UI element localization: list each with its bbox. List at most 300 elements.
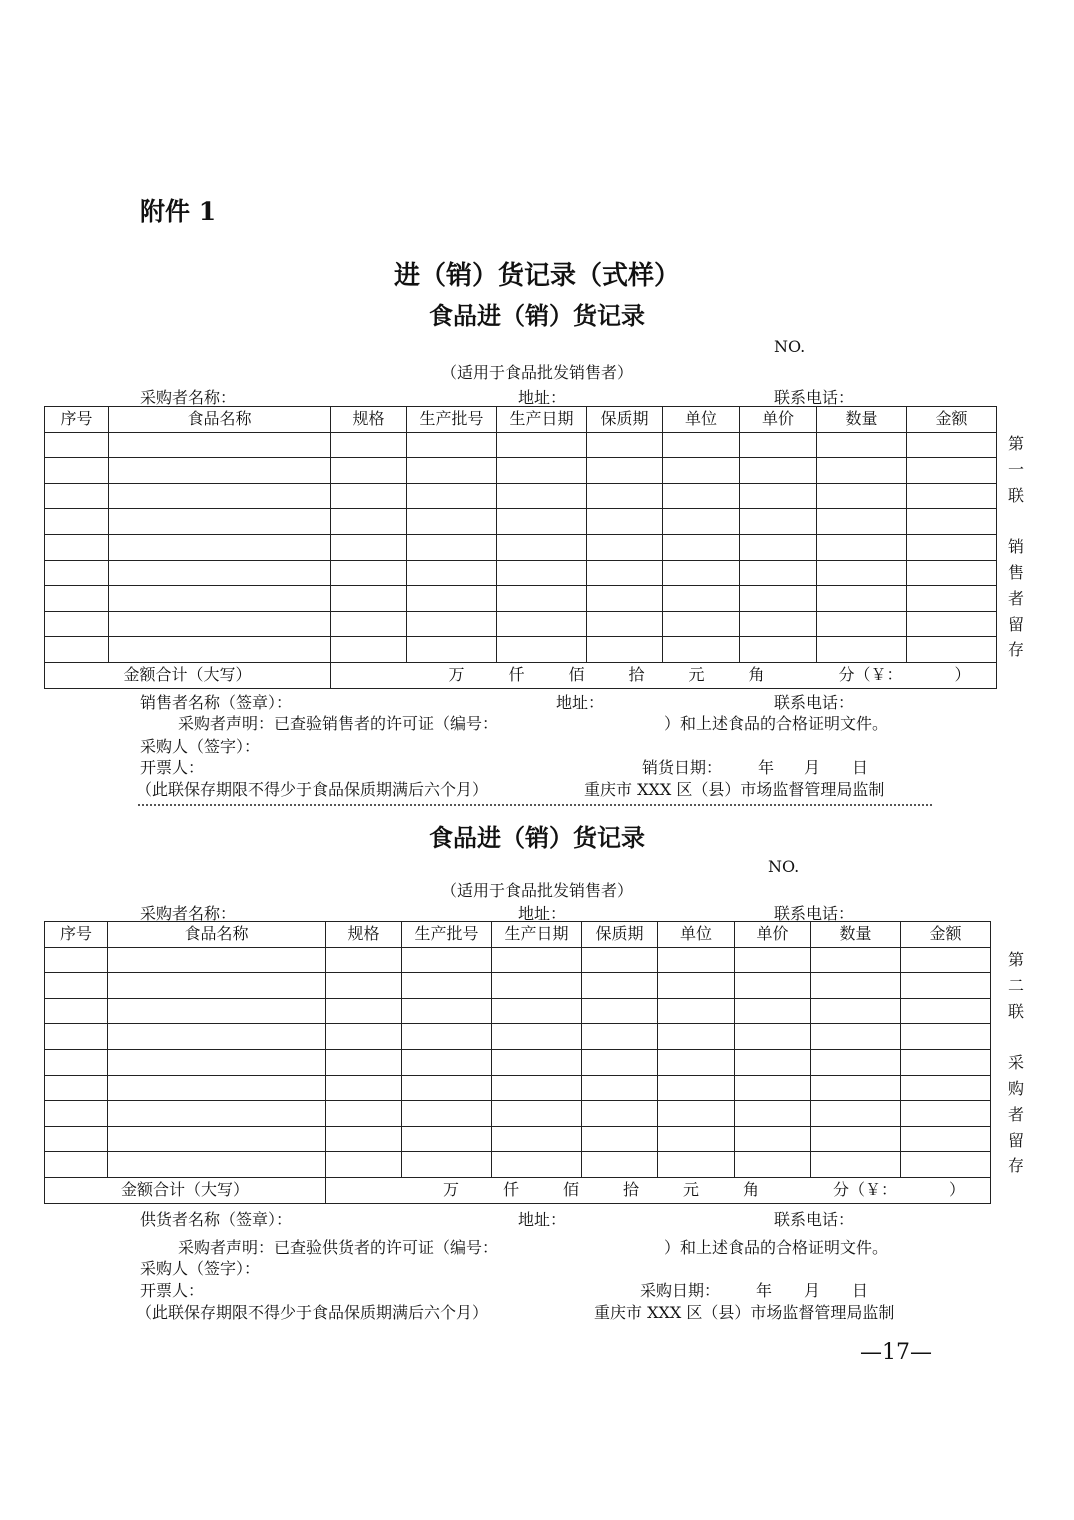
table-cell[interactable] (907, 611, 997, 637)
table-cell[interactable] (658, 947, 735, 973)
table-cell[interactable] (407, 637, 497, 663)
table-cell[interactable] (907, 432, 997, 458)
side-char: 留 (1007, 1130, 1024, 1150)
table-cell[interactable] (45, 483, 109, 509)
side-char: 存 (1007, 640, 1024, 660)
table-cell[interactable] (45, 611, 109, 637)
form-2-buyer-name: 采购者名称： (140, 904, 237, 923)
form-1-side-label (1004, 431, 1028, 663)
table-cell[interactable] (740, 560, 817, 586)
form-2-supervision: 重庆市 XXX 区（县）市场监督管理局监制 (594, 1303, 895, 1322)
table-cell[interactable] (492, 998, 582, 1024)
form-2-date-label: 采购日期： (640, 1281, 721, 1300)
side-char: 第 (1007, 950, 1024, 969)
table-cell[interactable] (735, 947, 811, 973)
table-cell[interactable] (497, 586, 587, 612)
total-unit: 角 (748, 665, 765, 685)
table-row (45, 509, 997, 535)
tear-line (138, 804, 932, 806)
table-cell[interactable] (740, 432, 817, 458)
header-row (45, 922, 991, 948)
form-2-scope: （适用于食品批发销售者） (440, 881, 633, 900)
side-char: 留 (1007, 614, 1024, 634)
table-cell[interactable] (45, 1024, 108, 1050)
table-row (45, 1101, 991, 1127)
form-1-date-month: 月 (804, 758, 821, 777)
column-header: 数量 (817, 407, 907, 433)
side-char: 售 (1007, 562, 1024, 582)
table-cell[interactable] (109, 509, 331, 535)
table-cell[interactable] (587, 560, 663, 586)
form-1-buyer-name: 采购者名称： (140, 388, 237, 407)
table-cell[interactable] (658, 973, 735, 999)
form-1-issuer: 开票人： (140, 758, 205, 777)
table-cell[interactable] (331, 483, 407, 509)
form-2-side-label (1004, 947, 1028, 1179)
table-cell[interactable] (817, 483, 907, 509)
table-cell[interactable] (108, 1024, 326, 1050)
table-cell[interactable] (492, 947, 582, 973)
column-header: 单价 (735, 922, 811, 948)
form-1-phone: 联系电话： (774, 388, 855, 407)
table-cell[interactable] (331, 637, 407, 663)
total-close: ） (948, 1180, 965, 1200)
table-cell[interactable] (735, 1101, 811, 1127)
table-cell[interactable] (817, 611, 907, 637)
table-row (45, 1024, 991, 1050)
table-cell[interactable] (109, 483, 331, 509)
side-char: 联 (1007, 485, 1024, 505)
column-header: 序号 (45, 922, 108, 948)
table-cell[interactable] (108, 1075, 326, 1101)
table-cell[interactable] (582, 1152, 658, 1178)
column-header: 生产批号 (407, 407, 497, 433)
table-cell[interactable] (740, 534, 817, 560)
table-row (45, 483, 997, 509)
form-2-issuer: 开票人： (140, 1281, 205, 1300)
table-cell[interactable] (735, 973, 811, 999)
form-1-party-name: 销售者名称（签章）： (140, 693, 293, 712)
table-cell[interactable] (326, 1049, 402, 1075)
total-unit: 拾 (628, 665, 645, 685)
form-2-party-phone: 联系电话： (774, 1210, 855, 1229)
table-cell[interactable] (587, 586, 663, 612)
table-cell[interactable] (901, 1152, 991, 1178)
table-cell[interactable] (492, 1101, 582, 1127)
table-cell[interactable] (811, 973, 901, 999)
table-cell[interactable] (331, 586, 407, 612)
table-cell[interactable] (331, 560, 407, 586)
side-char (1004, 508, 1028, 534)
table-cell[interactable] (109, 534, 331, 560)
table-cell[interactable] (658, 998, 735, 1024)
form-2-table (44, 921, 991, 1204)
form-2-party-name: 供货者名称（签章）： (140, 1210, 293, 1229)
table-cell[interactable] (45, 586, 109, 612)
table-cell[interactable] (663, 534, 740, 560)
table-cell[interactable] (663, 483, 740, 509)
table-row (45, 1049, 991, 1075)
table-cell[interactable] (492, 1075, 582, 1101)
table-cell[interactable] (497, 560, 587, 586)
table-cell[interactable] (740, 483, 817, 509)
table-cell[interactable] (658, 1075, 735, 1101)
table-cell[interactable] (901, 947, 991, 973)
table-cell[interactable] (582, 998, 658, 1024)
table-cell[interactable] (735, 1024, 811, 1050)
form-1-no: NO. (774, 337, 806, 356)
table-cell[interactable] (817, 509, 907, 535)
table-cell[interactable] (492, 1126, 582, 1152)
table-cell[interactable] (45, 432, 109, 458)
table-row (45, 432, 997, 458)
table-cell[interactable] (811, 1024, 901, 1050)
table-cell[interactable] (45, 1126, 108, 1152)
table-cell[interactable] (45, 458, 109, 484)
attachment-label: 附件 1 (140, 197, 217, 226)
table-cell[interactable] (907, 509, 997, 535)
form-1-address: 地址： (518, 388, 567, 407)
table-cell[interactable] (811, 947, 901, 973)
form-1-date-year: 年 (758, 758, 775, 777)
table-cell[interactable] (582, 1126, 658, 1152)
table-cell[interactable] (817, 586, 907, 612)
table-cell[interactable] (740, 586, 817, 612)
table-cell[interactable] (407, 432, 497, 458)
form-2-no: NO. (768, 857, 800, 876)
form-1-party-address: 地址： (556, 693, 605, 712)
table-cell[interactable] (45, 1101, 108, 1127)
form-1-date-label: 销货日期： (642, 758, 723, 777)
table-cell[interactable] (326, 1075, 402, 1101)
table-cell[interactable] (658, 1049, 735, 1075)
table-cell[interactable] (907, 637, 997, 663)
table-cell[interactable] (402, 947, 492, 973)
table-cell[interactable] (740, 458, 817, 484)
table-cell[interactable] (402, 1049, 492, 1075)
column-header: 保质期 (587, 407, 663, 433)
table-cell[interactable] (735, 1075, 811, 1101)
table-cell[interactable] (109, 637, 331, 663)
form-2-retention: （此联保存期限不得少于食品保质期满后六个月） (136, 1303, 489, 1322)
total-unit: 万 (442, 1180, 459, 1200)
table-cell[interactable] (492, 1049, 582, 1075)
column-header: 单位 (663, 407, 740, 433)
table-cell[interactable] (497, 637, 587, 663)
table-row (45, 998, 991, 1024)
form-2-purchaser: 采购人（签字）： (140, 1259, 261, 1278)
table-cell[interactable] (45, 998, 108, 1024)
table-cell[interactable] (326, 1126, 402, 1152)
column-header: 单价 (740, 407, 817, 433)
table-cell[interactable] (109, 611, 331, 637)
table-cell[interactable] (811, 1049, 901, 1075)
document-title: 进（销）货记录（式样） (393, 261, 680, 291)
side-char: 采 (1007, 1053, 1024, 1073)
table-cell[interactable] (663, 560, 740, 586)
table-cell[interactable] (817, 458, 907, 484)
table-cell[interactable] (901, 1075, 991, 1101)
table-cell[interactable] (492, 1152, 582, 1178)
table-cell[interactable] (735, 1049, 811, 1075)
form-2-address: 地址： (518, 904, 567, 923)
table-cell[interactable] (492, 1024, 582, 1050)
table-cell[interactable] (407, 586, 497, 612)
table-cell[interactable] (108, 1126, 326, 1152)
table-cell[interactable] (45, 560, 109, 586)
table-cell[interactable] (109, 458, 331, 484)
table-cell[interactable] (326, 998, 402, 1024)
table-row (45, 973, 991, 999)
form-2-party-address: 地址： (518, 1210, 567, 1229)
total-row (45, 1177, 991, 1203)
table-cell[interactable] (331, 534, 407, 560)
side-char: 者 (1007, 1104, 1024, 1124)
table-cell[interactable] (735, 1126, 811, 1152)
form-1-title: 食品进（销）货记录 (429, 301, 645, 330)
table-cell[interactable] (901, 1024, 991, 1050)
table-cell[interactable] (811, 1075, 901, 1101)
table-row (45, 1126, 991, 1152)
table-cell[interactable] (109, 432, 331, 458)
total-unit: 拾 (622, 1180, 639, 1200)
total-yuan-label: 分（￥： (832, 1180, 897, 1200)
column-header: 规格 (331, 407, 407, 433)
table-cell[interactable] (582, 973, 658, 999)
table-cell[interactable] (402, 1101, 492, 1127)
table-cell[interactable] (663, 611, 740, 637)
table-cell[interactable] (582, 1049, 658, 1075)
table-cell[interactable] (108, 973, 326, 999)
table-cell[interactable] (907, 534, 997, 560)
table-row (45, 586, 997, 612)
total-unit: 万 (448, 665, 465, 685)
table-cell[interactable] (587, 509, 663, 535)
total-unit: 佰 (562, 1180, 579, 1200)
column-header: 单位 (658, 922, 735, 948)
form-1-party-phone: 联系电话： (774, 693, 855, 712)
table-cell[interactable] (582, 1101, 658, 1127)
side-char: 购 (1007, 1078, 1024, 1098)
table-cell[interactable] (582, 1075, 658, 1101)
table-row (45, 611, 997, 637)
table-cell[interactable] (109, 586, 331, 612)
side-char: 第 (1007, 434, 1024, 453)
table-cell[interactable] (663, 637, 740, 663)
table-cell[interactable] (901, 998, 991, 1024)
table-cell[interactable] (901, 1049, 991, 1075)
total-unit: 元 (682, 1180, 699, 1200)
column-header: 数量 (811, 922, 901, 948)
total-unit: 元 (688, 665, 705, 685)
table-cell[interactable] (817, 432, 907, 458)
form-1-table (44, 406, 997, 689)
table-cell[interactable] (326, 973, 402, 999)
table-cell[interactable] (45, 973, 108, 999)
table-cell[interactable] (497, 483, 587, 509)
table-cell[interactable] (587, 534, 663, 560)
total-amount[interactable] (331, 662, 997, 688)
column-header: 生产日期 (497, 407, 587, 433)
form-2-phone: 联系电话： (774, 904, 855, 923)
table-cell[interactable] (407, 509, 497, 535)
table-cell[interactable] (811, 1152, 901, 1178)
table-cell[interactable] (331, 509, 407, 535)
table-cell[interactable] (407, 458, 497, 484)
table-cell[interactable] (817, 534, 907, 560)
table-cell[interactable] (402, 973, 492, 999)
table-cell[interactable] (45, 1049, 108, 1075)
table-cell[interactable] (45, 509, 109, 535)
table-cell[interactable] (326, 1101, 402, 1127)
table-cell[interactable] (45, 947, 108, 973)
header-row (45, 407, 997, 433)
total-yuan-label: 分（￥： (838, 665, 903, 685)
form-2-date-year: 年 (756, 1281, 773, 1300)
form-1-date-day: 日 (852, 758, 869, 777)
table-cell[interactable] (901, 973, 991, 999)
column-header: 食品名称 (108, 922, 326, 948)
table-cell[interactable] (326, 1152, 402, 1178)
table-cell[interactable] (407, 483, 497, 509)
table-cell[interactable] (497, 458, 587, 484)
total-unit: 仟 (508, 665, 525, 685)
table-cell[interactable] (587, 483, 663, 509)
table-cell[interactable] (740, 611, 817, 637)
table-cell[interactable] (497, 611, 587, 637)
table-cell[interactable] (582, 1024, 658, 1050)
table-cell[interactable] (497, 432, 587, 458)
table-cell[interactable] (658, 1024, 735, 1050)
table-cell[interactable] (108, 1152, 326, 1178)
form-2-date-day: 日 (852, 1281, 869, 1300)
table-cell[interactable] (658, 1101, 735, 1127)
table-cell[interactable] (663, 586, 740, 612)
form-2-declaration-end: ）和上述食品的合格证明文件。 (664, 1238, 889, 1257)
form-1-declaration-end: ）和上述食品的合格证明文件。 (664, 714, 889, 733)
table-cell[interactable] (740, 509, 817, 535)
table-cell[interactable] (811, 998, 901, 1024)
table-cell[interactable] (331, 458, 407, 484)
table-cell[interactable] (735, 1152, 811, 1178)
table-cell[interactable] (663, 432, 740, 458)
table-cell[interactable] (407, 534, 497, 560)
table-cell[interactable] (108, 998, 326, 1024)
table-cell[interactable] (582, 947, 658, 973)
table-cell[interactable] (407, 560, 497, 586)
table-cell[interactable] (497, 509, 587, 535)
table-cell[interactable] (901, 1126, 991, 1152)
side-char (1004, 1024, 1028, 1050)
side-char: 者 (1007, 588, 1024, 608)
table-cell[interactable] (587, 432, 663, 458)
total-close: ） (954, 665, 971, 685)
form-2-declaration: 采购者声明：已查验供货者的许可证（编号： (178, 1238, 499, 1257)
table-cell[interactable] (907, 483, 997, 509)
page-number: —17— (860, 1340, 932, 1365)
table-row (45, 1152, 991, 1178)
table-cell[interactable] (402, 1152, 492, 1178)
table-cell[interactable] (811, 1126, 901, 1152)
form-2-title: 食品进（销）货记录 (429, 823, 645, 852)
table-row (45, 560, 997, 586)
table-cell[interactable] (45, 1152, 108, 1178)
table-cell[interactable] (817, 560, 907, 586)
table-cell[interactable] (658, 1126, 735, 1152)
table-cell[interactable] (402, 998, 492, 1024)
table-cell[interactable] (492, 973, 582, 999)
table-cell[interactable] (658, 1152, 735, 1178)
total-unit: 仟 (502, 1180, 519, 1200)
table-cell[interactable] (587, 611, 663, 637)
table-cell[interactable] (331, 432, 407, 458)
table-cell[interactable] (326, 947, 402, 973)
form-1-retention: （此联保存期限不得少于食品保质期满后六个月） (136, 780, 489, 799)
column-header: 序号 (45, 407, 109, 433)
total-label: 金额合计（大写） (45, 1177, 326, 1203)
total-unit: 佰 (568, 665, 585, 685)
side-char: 一 (1007, 459, 1024, 479)
table-cell[interactable] (901, 1101, 991, 1127)
table-cell[interactable] (109, 560, 331, 586)
table-row (45, 947, 991, 973)
column-header: 规格 (326, 922, 402, 948)
table-cell[interactable] (735, 998, 811, 1024)
table-cell[interactable] (45, 1075, 108, 1101)
table-cell[interactable] (587, 637, 663, 663)
side-char: 二 (1007, 975, 1024, 995)
table-cell[interactable] (108, 1101, 326, 1127)
table-cell[interactable] (108, 1049, 326, 1075)
table-cell[interactable] (811, 1101, 901, 1127)
table-row (45, 534, 997, 560)
column-header: 保质期 (582, 922, 658, 948)
table-cell[interactable] (326, 1024, 402, 1050)
table-row (45, 1075, 991, 1101)
column-header: 食品名称 (109, 407, 331, 433)
form-1-supervision: 重庆市 XXX 区（县）市场监督管理局监制 (584, 780, 885, 799)
table-cell[interactable] (663, 458, 740, 484)
table-cell[interactable] (402, 1126, 492, 1152)
total-row (45, 662, 997, 688)
total-amount[interactable] (326, 1177, 991, 1203)
table-cell[interactable] (45, 534, 109, 560)
table-cell[interactable] (407, 611, 497, 637)
table-cell[interactable] (907, 458, 997, 484)
table-cell[interactable] (907, 586, 997, 612)
table-cell[interactable] (663, 509, 740, 535)
column-header: 金额 (907, 407, 997, 433)
form-2-date-month: 月 (804, 1281, 821, 1300)
column-header: 金额 (901, 922, 991, 948)
table-cell[interactable] (402, 1024, 492, 1050)
table-cell[interactable] (45, 637, 109, 663)
side-char: 联 (1007, 1001, 1024, 1021)
table-cell[interactable] (497, 534, 587, 560)
column-header: 生产批号 (402, 922, 492, 948)
side-char: 存 (1007, 1156, 1024, 1176)
table-cell[interactable] (331, 611, 407, 637)
table-cell[interactable] (108, 947, 326, 973)
table-row (45, 458, 997, 484)
side-char: 销 (1007, 537, 1024, 557)
form-1-declaration: 采购者声明：已查验销售者的许可证（编号： (178, 714, 499, 733)
table-cell[interactable] (907, 560, 997, 586)
table-cell[interactable] (740, 637, 817, 663)
table-cell[interactable] (587, 458, 663, 484)
table-cell[interactable] (817, 637, 907, 663)
table-cell[interactable] (402, 1075, 492, 1101)
